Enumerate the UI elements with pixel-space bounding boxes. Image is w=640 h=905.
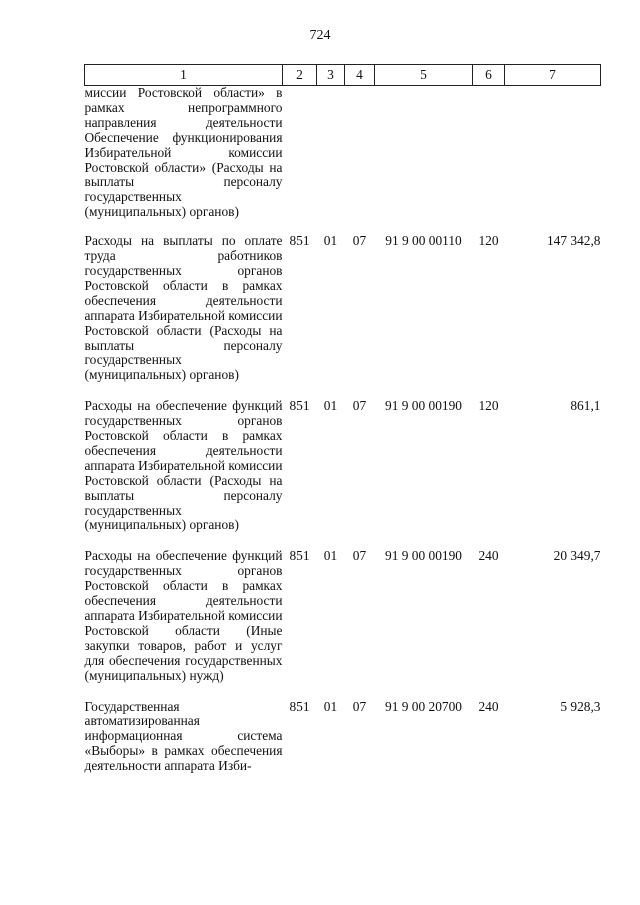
- table-header-row: [85, 65, 601, 86]
- column-header-5: 5: [375, 65, 473, 86]
- cell-section: 01: [323, 233, 338, 249]
- column-header-3: 3: [317, 65, 345, 86]
- column-header-2: 2: [283, 65, 317, 86]
- row-description: Государственная автоматизированная информационная система «Выборы» в рамках обеспечения деятельности аппарата Изби-: [84, 698, 283, 774]
- column-header-7: 7: [505, 65, 601, 86]
- table-row: [85, 234, 601, 399]
- budget-table: [84, 64, 601, 790]
- cell-expense-type: 240: [478, 698, 499, 714]
- cell-target-article: [375, 86, 473, 235]
- column-header-4: 4: [345, 65, 375, 86]
- cell-amount: [505, 86, 601, 235]
- row-description: Расходы на обеспечение функций государственных органов Ростовской области в рамках обеспечения деятельности аппарата Избирательной комиссии Ростовской области (Расходы на выплаты персоналу государственных (муниципальных) органов): [84, 398, 283, 533]
- cell-subsection: 07: [352, 548, 367, 564]
- page-number: 724: [309, 28, 331, 43]
- row-description: Расходы на обеспечение функций государственных органов Ростовской области в рамках обеспечения деятельности аппарата Избирательной комиссии Ростовской области (Иные закупки товаров, работ и услуг для обеспечения государственных (муниципальных) нужд): [84, 548, 283, 683]
- cell-ministry-code: 851: [289, 233, 310, 249]
- table-row: [85, 86, 601, 235]
- cell-expense-type: 120: [478, 233, 499, 249]
- cell-ministry-code: 851: [289, 698, 310, 714]
- cell-section: 01: [323, 698, 338, 714]
- cell-amount: 20 349,7: [553, 548, 601, 564]
- row-description: миссии Ростовской области» в рамках непрограммного направления деятельности Обеспечение функционирования Избирательной комиссии Ростовской области» (Расходы на выплаты персоналу государственных (муниципальных) органов): [84, 85, 283, 220]
- cell-expense-type: 240: [478, 548, 499, 564]
- cell-section: [317, 86, 345, 235]
- column-header-1: 1: [85, 65, 283, 86]
- table-row: [85, 549, 601, 699]
- cell-target-article: 91 9 00 00110: [385, 233, 462, 249]
- row-description: Расходы на выплаты по оплате труда работников государственных органов Ростовской области в рамках обеспечения деятельности аппарата Избирательной комиссии Ростовской области (Расходы на выплаты персоналу государственных (муниципальных) органов): [84, 233, 283, 383]
- cell-section: 01: [323, 548, 338, 564]
- cell-subsection: 07: [352, 233, 367, 249]
- cell-subsection: 07: [352, 398, 367, 414]
- cell-expense-type: [473, 86, 505, 235]
- cell-section: 01: [323, 398, 338, 414]
- cell-ministry-code: 851: [289, 398, 310, 414]
- cell-ministry-code: 851: [289, 548, 310, 564]
- cell-target-article: 91 9 00 20700: [385, 698, 462, 714]
- cell-amount: 5 928,3: [560, 698, 601, 714]
- cell-subsection: 07: [352, 698, 367, 714]
- table-row: [85, 399, 601, 549]
- cell-expense-type: 120: [478, 398, 499, 414]
- cell-subsection: [345, 86, 375, 235]
- cell-target-article: 91 9 00 00190: [385, 548, 462, 564]
- cell-amount: 861,1: [570, 398, 601, 414]
- cell-amount: 147 342,8: [546, 233, 601, 249]
- table-row: [85, 700, 601, 791]
- cell-target-article: 91 9 00 00190: [385, 398, 462, 414]
- cell-ministry-code: [283, 86, 317, 235]
- column-header-6: 6: [473, 65, 505, 86]
